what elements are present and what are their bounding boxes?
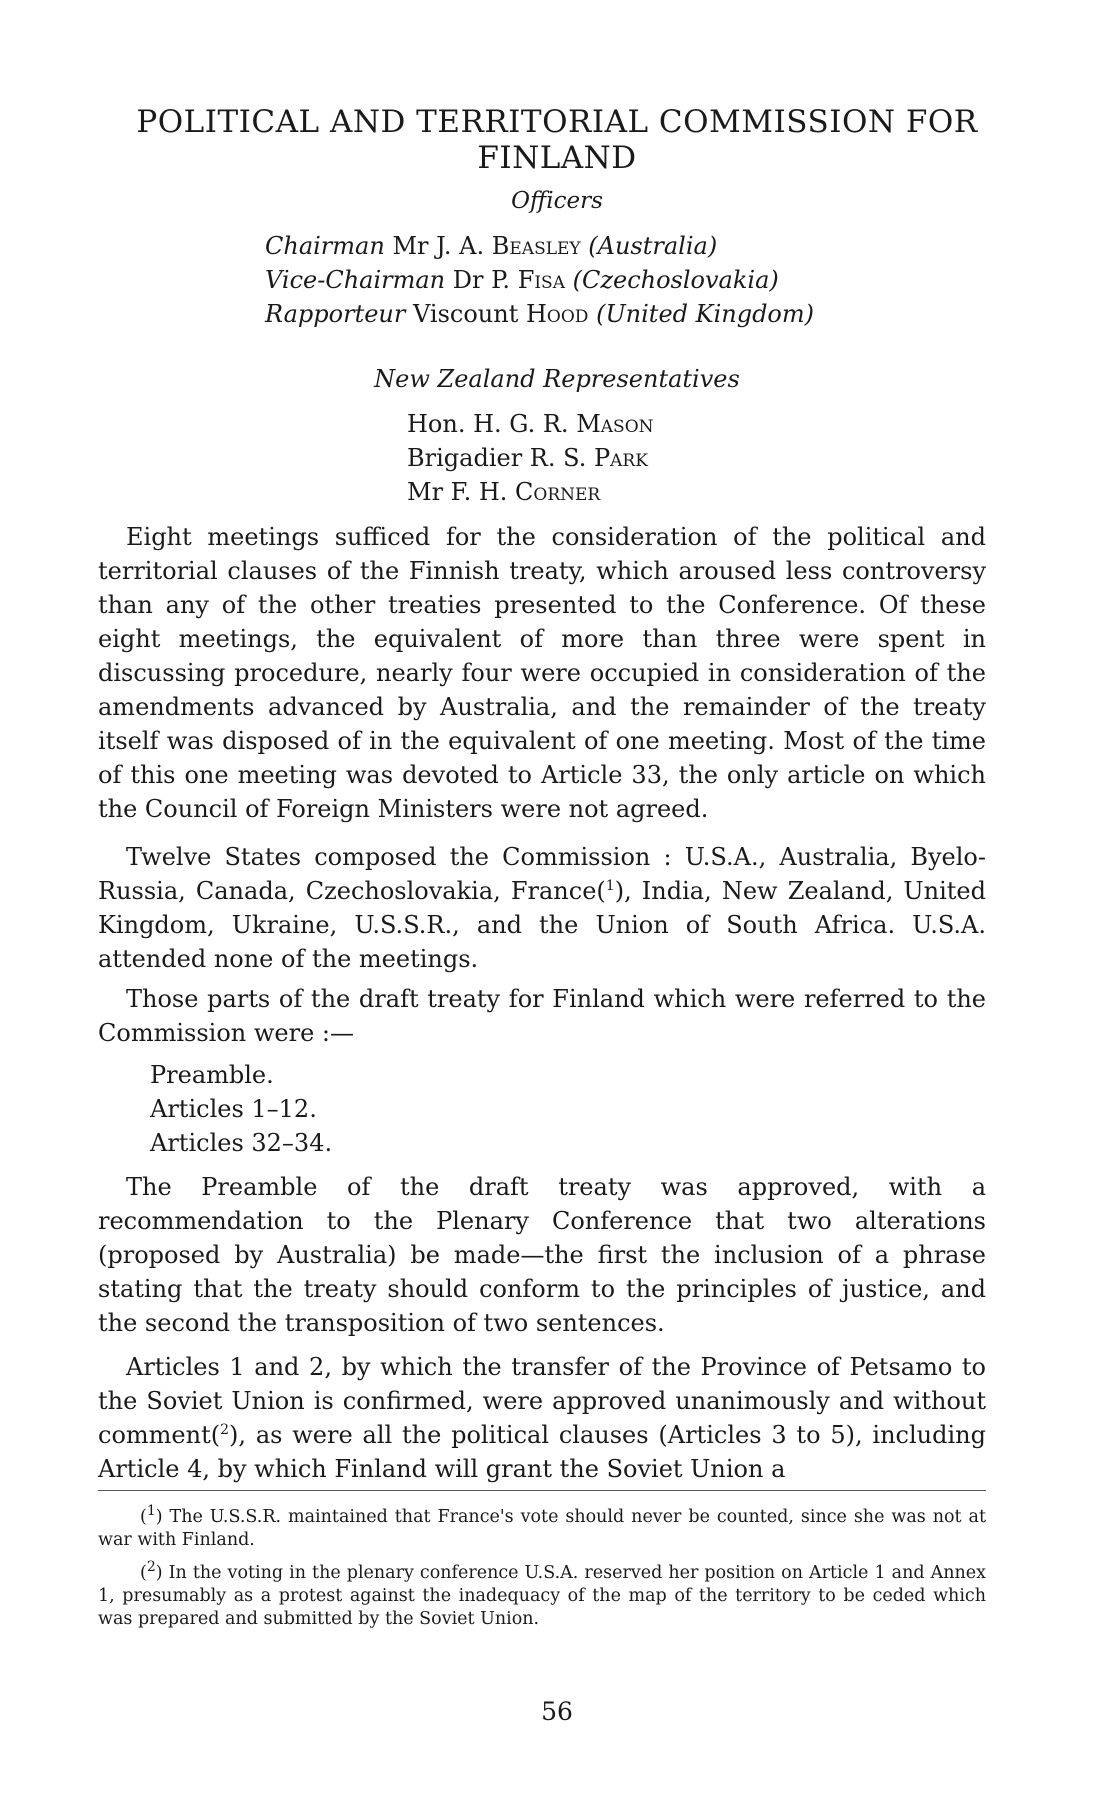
representative-prefix: Brigadier R. S. — [407, 444, 587, 472]
representative-item — [407, 478, 600, 506]
officer-role: Chairman — [265, 232, 385, 260]
paragraph-states — [98, 840, 986, 976]
officer-name: Beasley — [491, 232, 581, 260]
page-number: 56 — [541, 1697, 573, 1726]
officer-country: (Australia) — [588, 232, 718, 260]
representative-name: Corner — [515, 478, 601, 506]
list-item: Preamble. — [150, 1061, 274, 1089]
officer-role: Rapporteur — [265, 300, 406, 328]
footnote-1: ($^1$) The U.S.S.R. maintained that France's vote should never be counted, since she was not at war with Finland. — [98, 1503, 986, 1550]
paragraph-meetings: Eight meetings sufficed for the consideration of the political and territorial clauses of the Finnish treaty, which aroused less controversy than any of the other treaties presented to the Conference. Of these eight meetings, the equivalent of more than three were spent in discussing procedure, nearly four were occupied in consideration of the amendments advanced by Australia, and the remainder of the treaty itself was disposed of in the equivalent of one meeting. Most of the time of this one meeting was devoted to Article 33, the only article on which the Council of Foreign Ministers were not agreed. — [98, 523, 986, 823]
list-item: Articles 32–34. — [150, 1129, 333, 1157]
representatives-heading: New Zealand Representatives — [374, 365, 740, 393]
officers-heading: Officers — [511, 188, 603, 214]
list-item: Articles 1–12. — [150, 1095, 317, 1123]
representative-item — [407, 444, 648, 472]
officer-chairman — [265, 232, 717, 260]
representative-name: Mason — [576, 410, 654, 438]
footnote-reference: 2 — [220, 1422, 229, 1438]
representative-prefix: Hon. H. G. R. — [407, 410, 569, 438]
footnote-text: In the voting in the plenary conference U.S.A. reserved her position on Article 1 and Annex 1, presumably as a protest against the inadequacy of the map of the territory to be ceded which was prepared and submitted by the Soviet Union. — [98, 1563, 986, 1629]
officer-role: Vice-Chairman — [265, 266, 446, 294]
page-title-line-2: FINLAND — [477, 140, 637, 176]
paragraph-text: ), India, New Zealand, United Kingdom, Ukraine, U.S.S.R., and the Union of South Africa. U.S.A. attended none of the meetings. — [98, 877, 986, 973]
representative-name: Park — [593, 444, 648, 472]
page-title-line-1: POLITICAL AND TERRITORIAL COMMISSION FOR — [136, 104, 978, 140]
officer-vice-chairman — [265, 266, 779, 294]
officer-honorific: Mr J. A. — [392, 232, 485, 260]
paragraph-referred-parts: Those parts of the draft treaty for Finland which were referred to the Commission were :— — [98, 985, 986, 1047]
officer-country: (United Kingdom) — [596, 300, 814, 328]
footnote-2: ($^2$) In the voting in the plenary conference U.S.A. reserved her position on Article 1 and Annex 1, presumably as a protest against the inadequacy of the map of the territory to be ceded which was prepared and submitted by the Soviet Union. — [98, 1559, 986, 1629]
footnote-divider — [98, 1490, 986, 1491]
representative-item — [407, 410, 654, 438]
officer-name: Hood — [526, 300, 589, 328]
footnote-text: The U.S.S.R. maintained that France's vote should never be counted, since she was not at war with Finland. — [98, 1507, 986, 1550]
footnote-marker: 2 — [146, 1559, 156, 1576]
paragraph-articles — [98, 1350, 986, 1486]
paragraph-text: Twelve States composed the Commission : U.S.A., Australia, Byelo-Russia, Canada, Czechoslovakia, France( — [98, 843, 986, 905]
paragraph-preamble: The Preamble of the draft treaty was approved, with a recommendation to the Plenary Conference that two alterations (proposed by Australia) be made—the first the inclusion of a phrase stating that the treaty should conform to the principles of justice, and the second the transposition of two sentences. — [98, 1173, 986, 1337]
footnote-reference: 1 — [605, 878, 615, 894]
paragraph-text: ), as were all the political clauses (Articles 3 to 5), including Article 4, by which Finland will grant the Soviet Union a — [98, 1421, 986, 1483]
paragraph-text: Articles 1 and 2, by which the transfer of the Province of Petsamo to the Soviet Union is confirmed, were approved unanimously and without comment( — [98, 1353, 986, 1449]
officer-honorific: Dr P. — [452, 266, 511, 294]
officer-name: Fisa — [517, 266, 565, 294]
officer-rapporteur — [265, 300, 814, 328]
officer-honorific: Viscount — [413, 300, 519, 328]
officer-country: (Czechoslovakia) — [572, 266, 779, 294]
representative-prefix: Mr F. H. — [407, 478, 508, 506]
footnote-marker: 1 — [146, 1503, 156, 1520]
